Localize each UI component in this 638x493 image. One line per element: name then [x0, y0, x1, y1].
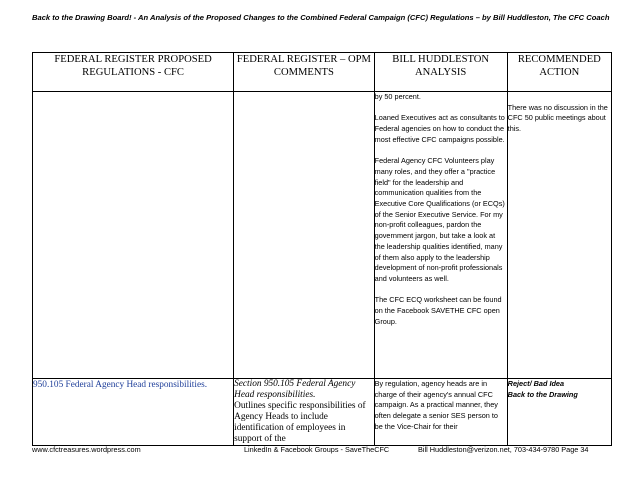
analysis-paragraph: Loaned Executives act as consultants to Federal agencies on how to conduct the most effective CFC campaigns possible. — [374, 113, 505, 144]
analysis-table — [32, 52, 612, 446]
running-header: Back to the Drawing Board! - An Analysis of the Proposed Changes to the Combined Federal Campaign (CFC) Regulations – by Bill Huddleston, The CFC Coach — [32, 13, 610, 22]
opm-section-body: Outlines specific responsibilities of Agency Heads to include identification of employees in support of the — [234, 401, 366, 444]
column-header-opm-comments: FEDERAL REGISTER – OPM COMMENTS — [234, 53, 374, 92]
footer-website: www.cfctreasures.wordpress.com — [32, 445, 141, 454]
opm-comment-cell — [234, 92, 374, 379]
opm-section-title: Section 950.105 Federal Agency Head responsibilities. — [234, 379, 356, 400]
table-header-row — [33, 53, 612, 92]
footer-groups: LinkedIn & Facebook Groups - SaveTheCFC — [244, 445, 390, 454]
recommendation-reject: Reject/ Bad Idea — [507, 379, 565, 388]
analysis-paragraph: By regulation, agency heads are in charge of their agency's annual CFC campaign. As a practical manner, they often delegate a senior SES person to be the Vice-Chair for their — [374, 379, 498, 431]
regulation-cell — [33, 92, 234, 379]
regulation-link[interactable]: 950.105 Federal Agency Head responsibilities. — [33, 379, 234, 446]
recommendation-cell — [507, 92, 611, 379]
recommendation-cell — [507, 379, 611, 446]
column-header-recommended-action: RECOMMENDED ACTION — [507, 53, 611, 92]
table-row — [33, 92, 612, 379]
recommendation-back-to-drawing: Back to the Drawing — [507, 389, 578, 399]
analysis-paragraph: The CFC ECQ worksheet can be found on the Facebook SAVETHE CFC open Group. — [374, 295, 502, 326]
column-header-analysis: BILL HUDDLESTON ANALYSIS — [374, 53, 507, 92]
recommendation-text: There was no discussion in the CFC 50 public meetings about this. — [507, 102, 608, 134]
analysis-paragraph: by 50 percent. — [374, 92, 421, 101]
column-header-regulations: FEDERAL REGISTER PROPOSED REGULATIONS - CFC — [33, 53, 234, 92]
analysis-cell — [374, 92, 507, 379]
table-row — [33, 379, 612, 446]
analysis-paragraph: Federal Agency CFC Volunteers play many roles, and they offer a "practice field" for the leadership and communication qualities from the Executive Core Qualifications (or ECQs) of the Senior Executive Service. For my non-profit colleagues, pardon the government jargon, but take a look at the leadership qualities identified, many of them also apply to the leadership development of non-profit professionals and volunteers as well. — [374, 156, 505, 283]
opm-comment-cell — [234, 379, 374, 446]
footer-contact-page: Bill Huddleston@verizon.net, 703-434-9780 Page 34 — [418, 445, 589, 454]
analysis-cell — [374, 379, 507, 446]
